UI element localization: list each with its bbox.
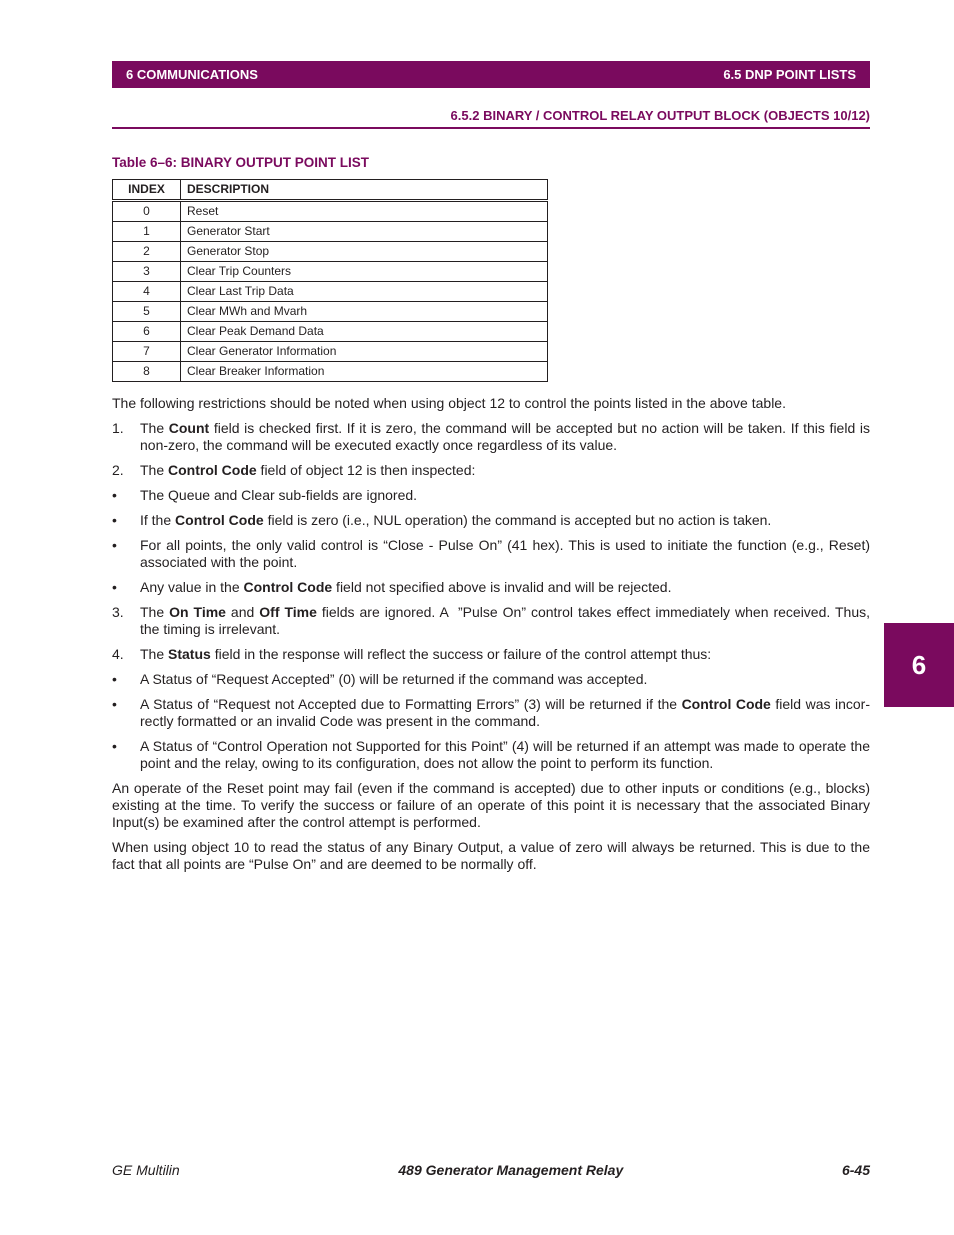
table-row [113, 242, 548, 262]
page-footer [112, 1162, 870, 1178]
section-title: 6.5 DNP POINT LISTS [723, 67, 856, 82]
chapter-tab: 6 [884, 623, 954, 707]
list-item [112, 462, 870, 479]
point-index: 0 [113, 201, 181, 222]
point-description: Clear Generator Information [181, 342, 548, 362]
point-index: 7 [113, 342, 181, 362]
table-row [113, 342, 548, 362]
list-text: Any value in the Control Code field not specified above is invalid and will be rejected. [140, 579, 672, 595]
chapter-header-bar [112, 61, 870, 88]
list-text: A Status of “Request not Accepted due to Formatting Errors” (3) will be returned if the Control Code field was incor-rectly formatted or an invalid Code was present in the command. [140, 696, 871, 729]
table-row [113, 262, 548, 282]
list-marker: 1. [112, 420, 124, 436]
point-description: Clear Last Trip Data [181, 282, 548, 302]
table-row [113, 302, 548, 322]
point-index: 3 [113, 262, 181, 282]
point-description: Clear Breaker Information [181, 362, 548, 382]
list-text: The Queue and Clear sub-fields are ignored. [140, 487, 418, 503]
list-item [112, 696, 870, 730]
point-description: Generator Start [181, 222, 548, 242]
point-index: 8 [113, 362, 181, 382]
list-marker: • [112, 671, 117, 687]
point-index: 4 [113, 282, 181, 302]
subsection-title: 6.5.2 BINARY / CONTROL RELAY OUTPUT BLOCK (OBJECTS 10/12) [450, 108, 870, 123]
list-item [112, 671, 870, 688]
chapter-title: 6 COMMUNICATIONS [126, 67, 258, 82]
footer-product: 489 Generator Management Relay [398, 1162, 624, 1178]
point-description: Generator Stop [181, 242, 548, 262]
point-description: Reset [181, 201, 548, 222]
list-text: The Status field in the response will reflect the success or failure of the control attempt thus: [140, 646, 712, 662]
binary-output-point-table [112, 179, 548, 382]
table-header-row [113, 180, 548, 201]
point-description: Clear Peak Demand Data [181, 322, 548, 342]
list-marker: • [112, 537, 117, 553]
column-header-index: INDEX [113, 180, 181, 201]
table-row [113, 322, 548, 342]
list-text: A Status of “Request Accepted” (0) will be returned if the command was accepted. [140, 671, 648, 687]
point-index: 5 [113, 302, 181, 322]
point-description: Clear Trip Counters [181, 262, 548, 282]
table-row [113, 362, 548, 382]
list-item [112, 579, 870, 596]
list-marker: • [112, 512, 117, 528]
table-row [113, 222, 548, 242]
point-index: 2 [113, 242, 181, 262]
column-header-description: DESCRIPTION [181, 180, 548, 201]
list-item [112, 420, 870, 454]
page-number: 6-45 [841, 1162, 870, 1178]
list-text: For all points, the only valid control is “Close - Pulse On” (41 hex). This is used to initiate the function (e.g., Reset) associated with the point. [140, 537, 870, 570]
list-text: The Control Code field of object 12 is then inspected: [140, 462, 476, 478]
list-text: A Status of “Control Operation not Supported for this Point” (4) will be returned if an attempt was made to operate the point and the relay, owing to its configuration, does not allow the point to perform its function. [140, 738, 870, 771]
list-text: The Count field is checked first. If it is zero, the command will be accepted but no action will be taken. If this field is non-zero, the command will be executed exactly once regardless of its value. [140, 420, 870, 453]
list-text: If the Control Code field is zero (i.e., NUL operation) the command is accepted but no action is taken. [140, 512, 772, 528]
restriction-list [112, 420, 870, 772]
point-description: Clear MWh and Mvarh [181, 302, 548, 322]
list-marker: • [112, 738, 117, 754]
list-marker: 2. [112, 462, 124, 478]
list-item [112, 738, 870, 772]
list-item [112, 537, 870, 571]
table-body [113, 201, 548, 382]
subsection-rule [112, 127, 870, 129]
table-caption: Table 6–6: BINARY OUTPUT POINT LIST [112, 155, 370, 170]
list-marker: • [112, 487, 117, 503]
list-item [112, 512, 870, 529]
table-row [113, 282, 548, 302]
point-index: 1 [113, 222, 181, 242]
list-item [112, 646, 870, 663]
closing-paragraph: An operate of the Reset point may fail (even if the command is accepted) due to other inputs or conditions (e.g., blocks) existing at the time. To verify the success or failure of an operate of this point it is necessary that the associated Binary Input(s) be examined after the control attempt is performed. [112, 780, 870, 830]
list-marker: 3. [112, 604, 124, 620]
list-marker: • [112, 696, 117, 712]
table-row [113, 201, 548, 222]
list-text: The On Time and Off Time fields are ignored. A ”Pulse On” control takes effect immediately when received. Thus, the timing is irrelevant. [140, 604, 871, 637]
footer-company: GE Multilin [112, 1162, 180, 1178]
list-marker: 4. [112, 646, 124, 662]
closing-paragraphs [112, 780, 870, 873]
closing-paragraph: When using object 10 to read the status of any Binary Output, a value of zero will always be returned. This is due to the fact that all points are “Pulse On” and are deemed to be normally off. [112, 839, 870, 872]
intro-paragraph: The following restrictions should be noted when using object 12 to control the points listed in the above table. [112, 395, 786, 411]
list-item [112, 604, 870, 638]
list-item [112, 487, 870, 504]
body-text [112, 395, 870, 881]
point-index: 6 [113, 322, 181, 342]
list-marker: • [112, 579, 117, 595]
